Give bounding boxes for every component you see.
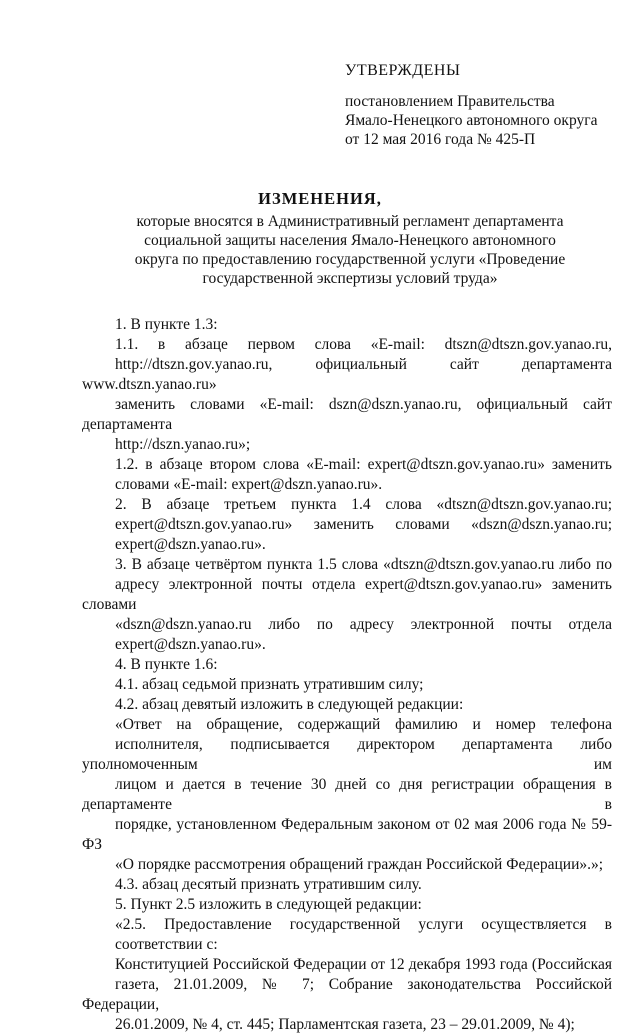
paragraph-line: «Ответ на обращение, содержащий фамилию и номер телефона	[115, 716, 612, 733]
document-subtitle	[120, 212, 580, 288]
paragraph-2	[82, 495, 612, 555]
paragraph-line: газета, 21.01.2009, № 7; Собрание законодательства Российской Федерации,	[82, 976, 612, 1013]
paragraph-line: 3. В абзаце четвёртом пункта 1.5 слова «dtszn@dtszn.gov.yanao.ru либо по	[115, 556, 612, 573]
subtitle-line: округа по предоставлению государственной услуги «Проведение	[134, 251, 566, 268]
paragraph-4-2	[82, 695, 612, 715]
paragraph-line: 4.1. абзац седьмой признать утратившим силу;	[115, 676, 424, 693]
paragraph-line: 26.01.2009, № 4, ст. 445; Парламентская газета, 23 – 29.01.2009, № 4);	[115, 1016, 575, 1033]
paragraph-constitution	[82, 955, 612, 1035]
paragraph-1	[82, 315, 612, 335]
paragraph-line: 4.2. абзац девятый изложить в следующей редакции:	[115, 696, 464, 713]
paragraph-1-1	[82, 335, 612, 455]
paragraph-1-2	[82, 455, 612, 495]
paragraph-3	[82, 555, 612, 655]
subtitle-line: государственной экспертизы условий труда»	[202, 270, 498, 287]
paragraph-line: исполнителя, подписывается директором департамента либо уполномоченным им	[82, 736, 612, 773]
paragraph-line: «2.5. Предоставление государственной услуги осуществляется в	[115, 916, 612, 933]
paragraph-line: 4.3. абзац десятый признать утратившим силу.	[115, 876, 422, 893]
paragraph-line: словами «E-mail: expert@dszn.yanao.ru».	[115, 476, 383, 493]
paragraph-line: expert@dszn.yanao.ru».	[115, 536, 266, 553]
paragraph-line: expert@dtszn.gov.yanao.ru» заменить словами «dszn@dszn.yanao.ru;	[115, 516, 612, 533]
paragraph-line: 2. В абзаце третьем пункта 1.4 слова «dtszn@dtszn.gov.yanao.ru;	[115, 496, 612, 513]
paragraph-line: «О порядке рассмотрения обращений граждан Российской Федерации».»;	[115, 856, 604, 873]
paragraph-4-2-text	[82, 715, 612, 875]
paragraph-line: 1.2. в абзаце втором слова «E-mail: expert@dtszn.gov.yanao.ru» заменить	[115, 456, 612, 473]
document-title: ИЗМЕНЕНИЯ,	[258, 189, 382, 208]
paragraph-line: лицом и дается в течение 30 дней со дня регистрации обращения в департаменте в	[82, 776, 612, 813]
subtitle-line: социальной защиты населения Ямало-Ненецкого автономного	[144, 232, 556, 249]
paragraph-5	[82, 895, 612, 915]
approval-line: Ямало-Ненецкого автономного округа	[345, 112, 598, 129]
subtitle-line: которые вносятся в Административный регламент департамента	[136, 213, 564, 230]
approval-block	[345, 62, 615, 149]
paragraph-line: http://dtszn.gov.yanao.ru, официальный сайт департамента www.dtszn.yanao.ru»	[82, 356, 612, 393]
paragraph-4-3	[82, 875, 612, 895]
approval-line: от 12 мая 2016 года № 425-П	[345, 131, 536, 148]
paragraph-line: «dszn@dszn.yanao.ru либо по адресу электронной почты отдела	[115, 616, 612, 633]
paragraph-line: соответствии с:	[115, 936, 218, 953]
paragraph-5-text	[82, 915, 612, 955]
paragraph-line: expert@dszn.yanao.ru».	[115, 636, 266, 653]
paragraph-line: 5. Пункт 2.5 изложить в следующей редакции:	[115, 896, 422, 913]
paragraph-line: порядке, установленном Федеральным законом от 02 мая 2006 года № 59-ФЗ	[82, 816, 612, 853]
paragraph-line: 1. В пункте 1.3:	[115, 316, 218, 333]
paragraph-line: 1.1. в абзаце первом слова «E-mail: dtszn@dtszn.gov.yanao.ru,	[115, 336, 612, 353]
paragraph-line: Конституцией Российской Федерации от 12 декабря 1993 года (Российская	[115, 956, 612, 973]
paragraph-line: 4. В пункте 1.6:	[115, 656, 218, 673]
paragraph-line: http://dszn.yanao.ru»;	[115, 436, 251, 453]
paragraph-line: адресу электронной почты отдела expert@dtszn.gov.yanao.ru» заменить словами	[82, 576, 612, 613]
paragraph-4-1	[82, 675, 612, 695]
document-body	[82, 315, 612, 1035]
approval-line: постановлением Правительства	[345, 93, 555, 110]
paragraph-4	[82, 655, 612, 675]
paragraph-line: заменить словами «E-mail: dszn@dszn.yanao.ru, официальный сайт департамента	[82, 396, 612, 433]
approval-title: УТВЕРЖДЕНЫ	[345, 62, 461, 79]
